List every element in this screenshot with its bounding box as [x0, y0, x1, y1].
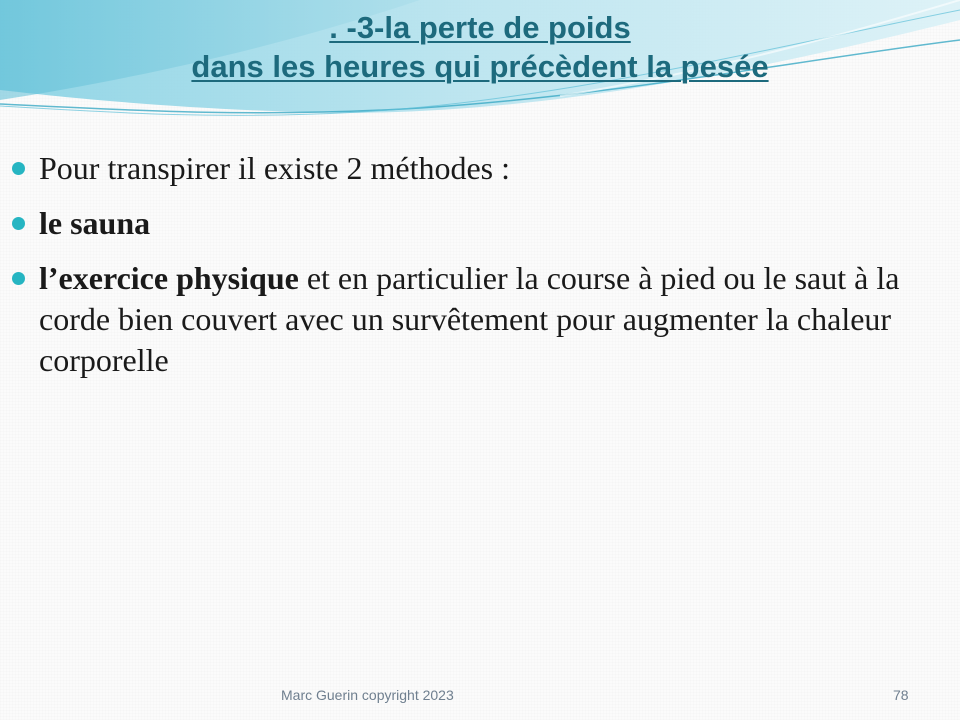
title-line-1: . -3-la perte de poids [329, 10, 631, 45]
slide-title [0, 8, 960, 86]
bullet-bold-text: l’exercice physique [39, 260, 299, 296]
bullet-item-exercise [12, 258, 942, 381]
bullet-dot-icon [12, 217, 25, 230]
bullet-item-methods [12, 148, 942, 189]
title-line-2: dans les heures qui précèdent la pesée [191, 49, 769, 84]
bullet-dot-icon [12, 272, 25, 285]
bullet-list [12, 148, 942, 395]
bullet-dot-icon [12, 162, 25, 175]
bullet-bold-text: le sauna [39, 205, 151, 241]
bullet-item-sauna [12, 203, 942, 244]
bullet-text: et en particulier la course à pied ou le saut à la corde bien couvert avec un survêtement pour augmenter la chaleur corporelle [39, 260, 900, 378]
bullet-text: Pour transpirer il existe 2 méthodes : [39, 150, 511, 186]
footer-copyright: Marc Guerin copyright 2023 [281, 687, 454, 703]
page-number: 78 [893, 687, 909, 703]
